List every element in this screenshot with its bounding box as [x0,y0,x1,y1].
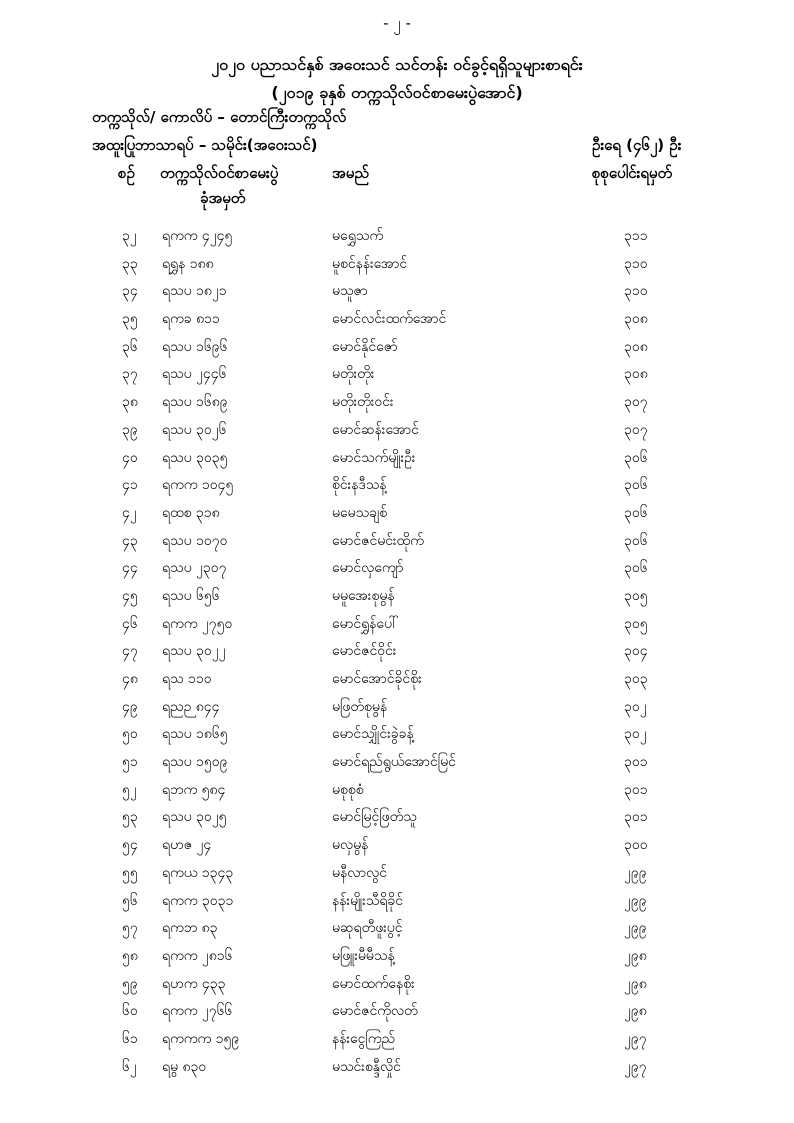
total-marks: ၂၉၉ [624,864,647,881]
row-number: ၃၉ [122,421,138,438]
roll-number: ရသပ ၂၃၀၇ [162,560,227,577]
row-number: ၅၁ [122,754,138,771]
document-title: ၂၀၂၀ ပညာသင်နှစ် အဝေးသင် သင်တန်း ဝင်ခွင့်ရရှိသူများစာရင်း [211,55,583,74]
student-name: စိုင်းနဒီသန့် [332,477,387,494]
table-row [0,529,794,557]
row-number: ၅၉ [122,975,138,992]
student-name: မောင်သျှိုင်းခွဲခန့် [332,726,414,743]
total-marks: ၃၀၆ [624,477,648,494]
student-name: မောင်နိုင်ဇော် [332,338,398,355]
row-number: ၅၆ [122,892,138,909]
row-number: ၅၅ [122,864,138,881]
student-name: မသူဇာ [332,283,368,300]
total-marks: ၃၀၅ [624,587,648,604]
row-number: ၄၇ [122,643,138,660]
roll-number: ရသပ ၃၀၂၅ [162,809,227,826]
total-marks: ၃၀၂ [624,698,647,715]
roll-number: ရသပ ၃၀၃၅ [162,449,228,466]
roll-number: ရသပ ၁၈၆၅ [162,726,228,743]
table-row [0,584,794,612]
row-number: ၄၀ [122,449,138,466]
row-number: ၄၈ [122,671,138,687]
roll-number: ရကခ ၈၁၁ [162,311,220,328]
table-row [0,916,794,944]
total-marks: ၃၀၆ [624,532,648,549]
roll-number: ရကယ ၁၃၄၃ [162,864,234,881]
total-marks: ၃၀၁ [624,809,648,826]
table-row [0,279,794,307]
total-marks: ၃၀၀ [624,837,648,854]
column-header-roll: တက္ကသိုလ်ဝင်စာမေးပွဲ [160,164,279,182]
row-number: ၄၁ [122,477,138,494]
table-row [0,972,794,1000]
student-name: မတိုးတိုးဝင်း [332,394,394,411]
row-number: ၆၂ [122,1058,137,1075]
table-row [0,224,794,252]
roll-number: ရဟဇ ၂၄ [162,837,212,854]
student-name: မောင်သက်မျိုးဦး [332,449,416,466]
table-row [0,695,794,723]
table-row [0,473,794,501]
table-row [0,750,794,778]
student-name: မောင်ဇင်ကိုလတ် [332,1003,418,1020]
table-row [0,335,794,363]
table-row [0,418,794,446]
column-header-name: အမည် [332,164,369,182]
roll-number: ရဟက ၄၃၃ [162,975,226,992]
column-header-roll-line2: ခုံအမှတ် [200,189,246,207]
student-name: မတိုးတိုး [332,366,375,383]
row-number: ၅၇ [122,920,138,937]
table-row [0,944,794,972]
row-number: ၃၃ [122,255,138,272]
student-name: မောင်လင်းထက်အောင် [332,311,447,328]
row-number: ၃၄ [122,283,138,300]
student-name: နန်းငွေကြည် [332,1030,395,1047]
total-marks: ၃၁၁ [624,228,648,244]
student-name: မမူအေးစုမွန် [332,587,395,604]
row-number: ၅၀ [122,726,138,743]
total-marks: ၃၁၀ [624,255,648,272]
roll-number: ရကက ၄၂၄၅ [162,228,233,244]
roll-number: ရကက ၂၇၅၀ [162,615,233,632]
table-row [0,639,794,667]
row-number: ၃၇ [122,366,138,383]
table-row [0,612,794,640]
roll-number: ရညဉ ၈၄၄ [162,698,220,715]
column-header-marks: စုစုပေါင်းရမှတ် [592,164,673,182]
total-marks: ၃၀၂ [624,726,647,743]
total-marks: ၂၉၈ [624,975,647,992]
student-name: မောင်ရွှန်ပေါ် [332,615,399,632]
total-marks: ၃၀၈ [624,338,648,355]
table-row [0,861,794,889]
total-marks: ၂၉၇ [624,1058,647,1075]
total-marks: ၃၀၇ [624,421,648,438]
student-name: မသင်းစန္ဒီလှိုင် [332,1058,401,1075]
student-name: မောင်အောင်ခိုင်စိုး [332,671,422,687]
table-row [0,833,794,861]
roll-number: ရကဘ ၈၃ [162,920,218,937]
results-table [0,224,794,1082]
student-name: မောင်ထက်နေစိုး [332,975,415,992]
student-name: မနီလာလွင် [332,864,388,881]
total-marks: ၂၉၈ [624,1003,647,1020]
total-marks: ၃၀၁ [624,781,648,798]
row-number: ၅၂ [122,781,137,798]
total-marks: ၃၀၈ [624,311,648,328]
university-line: တက္ကသိုလ်/ ကောလိပ် – တောင်ကြီးတက္ကသိုလ် [92,108,347,126]
page-number: - ၂ - [383,14,411,32]
student-name: မောင်မြင့်ဖြတ်သူ [332,809,417,826]
row-number: ၄၄ [122,560,138,577]
student-name: မောင်ဆန်းအောင် [332,421,419,438]
student-name: မူစင်နန်းအောင် [332,255,408,272]
roll-number: ရသပ ၂၄၄၆ [162,366,227,383]
student-name: မောင်ရည်ရွယ်အောင်မြင် [332,754,456,771]
roll-number: ရထစ ၃၁၈ [162,504,220,521]
student-name: မရွှေသက် [332,228,384,244]
table-row [0,1027,794,1055]
roll-number: ရသပ ၁၆၈၉ [162,394,228,411]
document-subtitle: (၂၀၁၉ ခုနှစ် တက္ကသိုလ်ဝင်စာမေးပွဲအောင်) [271,83,523,102]
table-row [0,501,794,529]
table-row [0,1055,794,1083]
row-number: ၄၂ [122,504,137,521]
student-name: မောင်ဇင်ဝိုင်း [332,643,397,660]
total-marks: ၃၀၅ [624,615,648,632]
total-marks: ၃၀၆ [624,560,648,577]
total-marks: ၂၉၈ [624,947,647,964]
row-number: ၅၈ [122,947,138,964]
table-row [0,362,794,390]
total-marks: ၃၀၆ [624,504,648,521]
total-marks: ၃၀၄ [624,643,648,660]
table-row [0,556,794,584]
roll-number: ရသပ ၁၅၀၉ [162,754,228,771]
row-number: ၃၆ [122,338,138,355]
total-marks: ၃၀၃ [624,671,648,687]
roll-number: ရသပ ၃၀၂၆ [162,421,227,438]
specialization-line: အထူးပြုဘာသာရပ် – သမိုင်း(အဝေးသင်) [92,136,318,154]
student-name: မောင်လှကျော် [332,560,404,577]
table-row [0,722,794,750]
row-number: ၃၂ [122,228,137,244]
roll-number: ရသပ ၁၈၂၁ [162,283,227,300]
table-row [0,999,794,1027]
student-name: မမေသချစ် [332,504,388,521]
total-marks: ၃၀၈ [624,366,648,383]
roll-number: ရသ ၁၁၀ [162,671,212,687]
row-number: ၃၈ [122,394,138,411]
column-header-no: စဉ် [118,164,135,182]
total-marks: ၃၁၀ [624,283,648,300]
roll-number: ရဘက ၅၈၄ [162,781,226,798]
student-name: မဆုရတီဖူးပွင့် [332,920,403,937]
row-number: ၃၅ [122,311,138,328]
student-name: နန်းမျိုးသီရိခိုင် [332,892,404,909]
total-marks: ၃၀၁ [624,754,648,771]
roll-number: ရသပ ၁၆၉၆ [162,338,228,355]
row-number: ၄၃ [122,532,138,549]
table-row [0,778,794,806]
total-marks: ၃၀၆ [624,449,648,466]
table-row [0,390,794,418]
roll-number: ရကက ၂၇၆၆ [162,1003,233,1020]
student-name: မဖြူးမီမီသန့် [332,947,395,964]
roll-number: ရကကက ၁၅၉ [162,1030,240,1047]
total-marks: ၂၉၇ [624,1030,647,1047]
table-row [0,889,794,917]
roll-number: ရကက ၁၀၄၅ [162,477,234,494]
total-count: ဦးရေ (၄၆၂) ဦး [592,136,682,154]
table-row [0,446,794,474]
table-row [0,252,794,280]
row-number: ၆၀ [122,1003,138,1020]
student-name: မစုစုစံ [332,781,364,798]
table-row [0,805,794,833]
row-number: ၄၉ [122,698,138,715]
total-marks: ၂၉၉ [624,892,647,909]
table-row [0,667,794,695]
roll-number: ရရွှန ၁၈၈ [162,255,214,272]
row-number: ၄၅ [122,587,138,604]
row-number: ၄၆ [122,615,138,632]
row-number: ၅၄ [122,837,138,854]
student-name: မဖြတ်စုမွန် [332,698,388,715]
row-number: ၅၃ [122,809,138,826]
student-name: မလှမွန် [332,837,369,854]
roll-number: ရမွ ၈၃၀ [162,1058,207,1075]
roll-number: ရသပ ၁၀၇၀ [162,532,228,549]
total-marks: ၃၀၇ [624,394,648,411]
roll-number: ရကက ၃၀၃၁ [162,892,234,909]
row-number: ၆၁ [122,1030,138,1047]
total-marks: ၂၉၉ [624,920,647,937]
student-name: မောင်ဇင်မင်းထိုက် [332,532,424,549]
roll-number: ရကက ၂၈၁၆ [162,947,233,964]
table-row [0,307,794,335]
roll-number: ရသပ ၆၅၆ [162,587,220,604]
roll-number: ရသပ ၃၀၂၂ [162,643,226,660]
